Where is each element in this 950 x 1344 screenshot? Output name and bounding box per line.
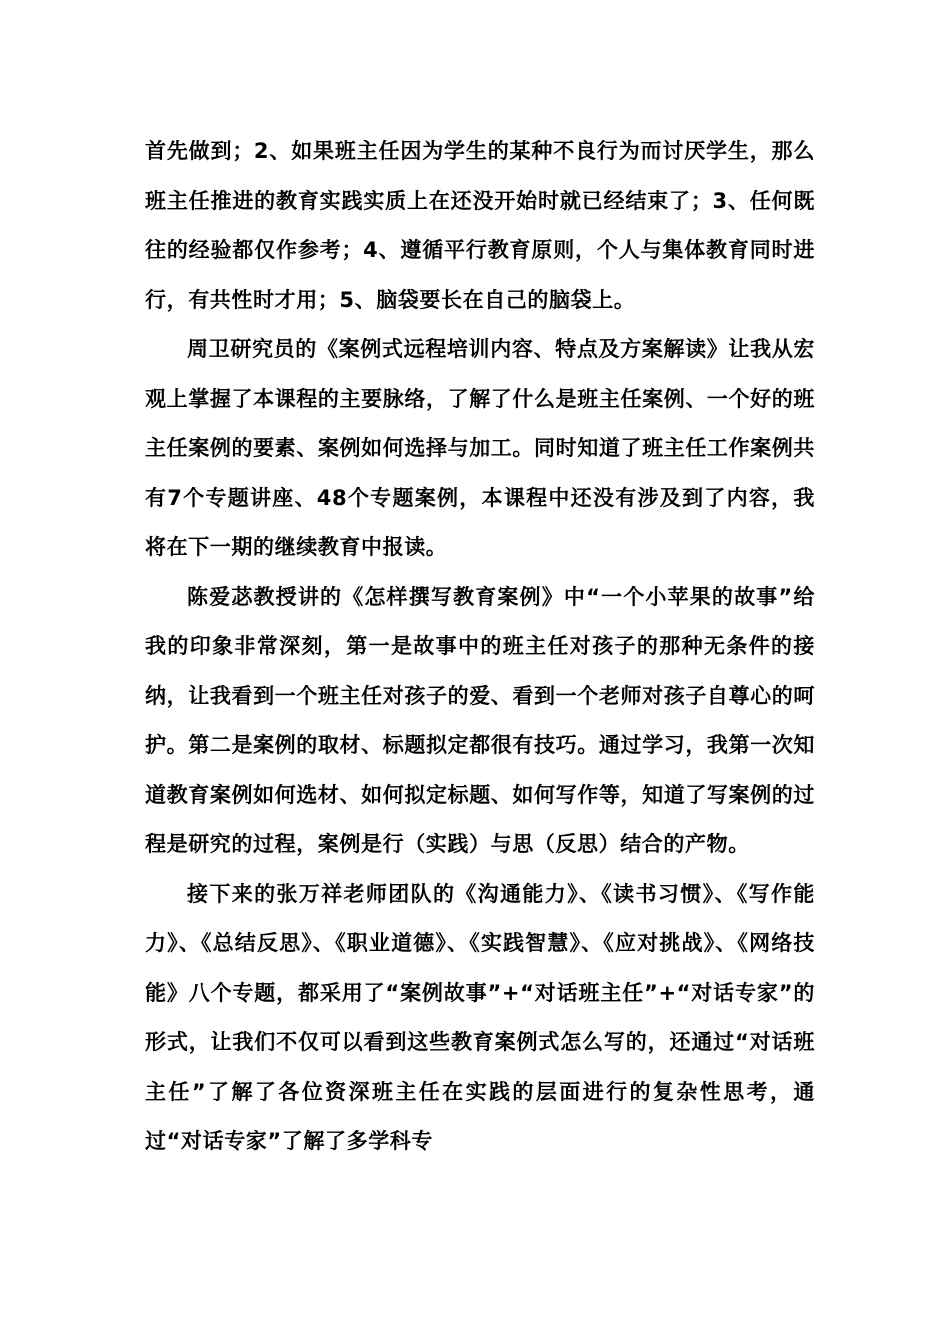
paragraph-2: 周卫研究员的《案例式远程培训内容、特点及方案解读》让我从宏观上掌握了本课程的主要脉络，了解了什么是班主任案例、一个好的班主任案例的要素、案例如何选择与加工。同时知道了班主任工作案例共有7个专题讲座、48个专题案例，本课程中还没有涉及到了内容，我将在下一期的继续教育中报读。 (145, 337, 815, 559)
body-text (145, 127, 815, 1167)
paragraph-1: 首先做到；2、如果班主任因为学生的某种不良行为而讨厌学生，那么班主任推进的教育实践实质上在还没开始时就已经结束了；3、任何既往的经验都仅作参考；4、遵循平行教育原则，个人与集体教育同时进行，有共性时才用；5、脑袋要长在自己的脑袋上。 (145, 139, 815, 312)
paragraph-4: 接下来的张万祥老师团队的《沟通能力》、《读书习惯》、《写作能力》、《总结反思》、《职业道德》、《实践智慧》、《应对挑战》、《网络技能》八个专题，都采用了“案例故事”+“对话班主任”+“对话专家”的形式，让我们不仅可以看到这些教育案例式怎么写的，还通过“对话班主任”了解了各位资深班主任在实践的层面进行的复杂性思考，通过“对话专家”了解了多学科专 (145, 881, 815, 1153)
paragraph-3: 陈爱苾教授讲的《怎样撰写教育案例》中“一个小苹果的故事”给我的印象非常深刻，第一是故事中的班主任对孩子的那种无条件的接纳，让我看到一个班主任对孩子的爱、看到一个老师对孩子自尊心的呵护。第二是案例的取材、标题拟定都很有技巧。通过学习，我第一次知道教育案例如何选材、如何拟定标题、如何写作等，知道了写案例的过程是研究的过程，案例是行（实践）与思（反思）结合的产物。 (145, 584, 815, 856)
